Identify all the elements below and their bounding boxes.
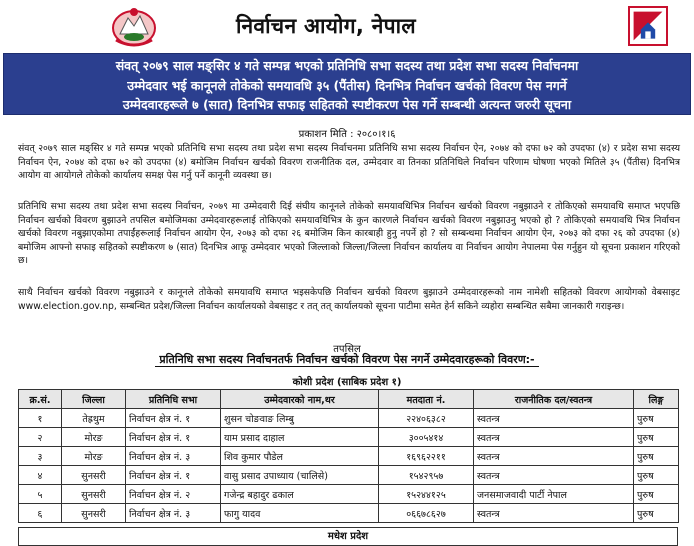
notice-title-banner — [3, 53, 691, 115]
cell-serial: ४ — [19, 466, 62, 485]
cell-voter-number: २२४०६३८२ — [379, 409, 474, 428]
organization-title: निर्वाचन आयोग, नेपाल — [236, 14, 416, 38]
cell-candidate-name: याम प्रसाद दाहाल — [221, 428, 379, 447]
cell-constituency: निर्वाचन क्षेत्र नं. ३ — [126, 447, 221, 466]
notice-title-line: उम्मेदवारहरूले ७ (सात) दिनभित्र सफाइ सहितको स्पष्टीकरण पेस गर्ने सम्बन्धी अत्यन्त जरुरी सूचना — [122, 97, 572, 112]
cell-voter-number: ३००५४१४ — [379, 428, 474, 447]
election-commission-logo-icon — [628, 6, 668, 46]
table-row — [19, 409, 679, 428]
cell-voter-number: १५२४४१२५ — [379, 485, 474, 504]
notice-title-line: उम्मेदवार भई कानूनले तोकेको समयावधि ३५ (पैंतीस) दिनभित्र निर्वाचन खर्चको विवरण पेस नगर्ने — [127, 78, 567, 93]
cell-gender: पुरुष — [634, 428, 679, 447]
cell-gender: पुरुष — [634, 447, 679, 466]
table-row — [19, 485, 679, 504]
nepal-emblem-icon — [110, 4, 158, 48]
cell-voter-number: १५४२९५७ — [379, 466, 474, 485]
column-header: उम्मेदवारको नाम,थर — [221, 390, 379, 409]
cell-district: तेह्रथुम — [62, 409, 126, 428]
page-header — [0, 0, 694, 52]
region-heading: कोशी प्रदेश (साबिक प्रदेश १) — [292, 377, 402, 388]
cell-gender: पुरुष — [634, 485, 679, 504]
table-row — [19, 428, 679, 447]
cell-serial: २ — [19, 428, 62, 447]
notice-paragraph: प्रतिनिधि सभा सदस्य तथा प्रदेश सभा सदस्य निर्वाचन, २०७९ मा उम्मेदवारी दिई संघीय कानूनले तोकेको समयावधिभित्र निर्वाचन खर्चको विवरण नबुझाउने र तोकिएको समयावधि समाप्त भएपछि निर्वाचन खर्चको विवरण बुझाउने तपसिल बमोजिमका उम्मेदवारहरूलाई तोकिएको समयावधिभित्र के कुन कारणले निर्वाचन खर्चको विवरण नबुझाउनु भएको हो ? तोकिएको समयावधि भित्र निर्वाचन खर्चको विवरण नबुझाएकोमा तपाईंहरूलाई निर्वाचन आयोग ऐन, २०७३ को दफा २६ बमोजिम किन कारबाही हुनु नपर्ने हो ? सो सम्बन्धमा निर्वाचन आयोग ऐन, २०७३ को दफा २६ को उपदफा (४) बमोजिम आफ्नो सफाइ सहितको स्पष्टीकरण ७ (सात) दिनभित्र आफू उम्मेदवार भएको जिल्लाको जिल्ला/जिल्ला निर्वाचन कार्यालय वा निर्वाचन आयोग नेपालमा पेस गर्नुहुन यो सूचना प्रकाशन गरिएको छ। — [18, 201, 680, 266]
cell-constituency: निर्वाचन क्षेत्र नं. ३ — [126, 504, 221, 523]
table-header-row — [19, 390, 679, 409]
column-header: मतदाता नं. — [379, 390, 474, 409]
table-row — [19, 466, 679, 485]
cell-constituency: निर्वाचन क्षेत्र नं. १ — [126, 466, 221, 485]
table-row — [19, 447, 679, 466]
cell-gender: पुरुष — [634, 466, 679, 485]
cell-district: सुनसरी — [62, 485, 126, 504]
cell-party: स्वतन्त्र — [474, 428, 634, 447]
cell-constituency: निर्वाचन क्षेत्र नं. २ — [126, 485, 221, 504]
column-header: प्रतिनिधि सभा — [126, 390, 221, 409]
cell-serial: १ — [19, 409, 62, 428]
cell-serial: ३ — [19, 447, 62, 466]
region-heading: मधेश प्रदेश — [18, 527, 678, 546]
cell-party: स्वतन्त्र — [474, 504, 634, 523]
table-title-text: प्रतिनिधि सभा सदस्य निर्वाचनतर्फ निर्वाचन खर्चको विवरण पेस नगर्ने उम्मेदवारहरूको विवरण:- — [155, 353, 538, 367]
table-row — [19, 504, 679, 523]
cell-candidate-name: गजेन्द्र बहादुर ढकाल — [221, 485, 379, 504]
cell-serial: ६ — [19, 504, 62, 523]
publish-date: प्रकाशन मिति : २०८०।१।६ — [298, 129, 396, 140]
notice-paragraph: संवत् २०७९ साल मङ्सिर ४ गते सम्पन्न भएको प्रतिनिधि सभा सदस्य तथा प्रदेश सभा सदस्य निर्वाचनमा प्रतिनिधि सभा सदस्य निर्वाचन ऐन, २०७४ को दफा ७२ को उपदफा (४) र प्रदेश सभा सदस्य निर्वाचन ऐन, २०७४ को दफा ७२ को उपदफा (४) बमोजिम निर्वाचन खर्चको विवरण राजनीतिक दल, उम्मेदवार वा तिनका प्रतिनिधिले निर्वाचन परिणाम घोषणा भएको मितिले ३५ (पैंतीस) दिनभित्र आयोग वा आयोगले तोकेको कार्यालय समक्ष पेस गर्नु पर्ने कानूनी व्यवस्था छ। — [18, 143, 680, 181]
cell-candidate-name: शुसन चोङवाङ लिम्बु — [221, 409, 379, 428]
column-header: राजनीतिक दल/स्वतन्त्र — [474, 390, 634, 409]
cell-voter-number: १६९६२२११ — [379, 447, 474, 466]
cell-district: सुनसरी — [62, 504, 126, 523]
cell-candidate-name: वासु प्रसाद उपाध्याय (चालिसे) — [221, 466, 379, 485]
cell-party: स्वतन्त्र — [474, 447, 634, 466]
cell-district: मोरङ — [62, 447, 126, 466]
cell-serial: ५ — [19, 485, 62, 504]
cell-gender: पुरुष — [634, 504, 679, 523]
cell-gender: पुरुष — [634, 409, 679, 428]
table-title — [0, 352, 694, 367]
cell-party: जनसमाजवादी पार्टी नेपाल — [474, 485, 634, 504]
column-header: जिल्ला — [62, 390, 126, 409]
notice-title-line: संवत् २०७९ साल मङ्सिर ४ गते सम्पन्न भएको प्रतिनिधि सभा सदस्य तथा प्रदेश सभा सदस्य निर्वाचनमा — [115, 58, 579, 73]
cell-constituency: निर्वाचन क्षेत्र नं. १ — [126, 428, 221, 447]
notice-paragraph: साथै निर्वाचन खर्चको विवरण नबुझाउने र कानूनले तोकेको समयावधि समाप्त भइसकेपछि निर्वाचन खर्चको विवरण बुझाउने उम्मेदवारहरूको नाम नामेशी सहितको विवरण आयोगको वेबसाइट www.election.gov.np, सम्बन्धित प्रदेश/जिल्ला निर्वाचन कार्यालयको वेबसाइट र तत् तत् कार्यालयको सूचना पाटीमा समेत हेर्न सकिने व्यहोरा सम्बन्धित सबैमा जानकारी गराइन्छ। — [18, 287, 680, 312]
cell-candidate-name: फागु यादव — [221, 504, 379, 523]
annex-label: तपसिल — [333, 344, 361, 355]
cell-party: स्वतन्त्र — [474, 466, 634, 485]
cell-constituency: निर्वाचन क्षेत्र नं. १ — [126, 409, 221, 428]
column-header: क्र.सं. — [19, 390, 62, 409]
cell-candidate-name: शिव कुमार पौडेल — [221, 447, 379, 466]
cell-district: मोरङ — [62, 428, 126, 447]
column-header: लिङ्ग — [634, 390, 679, 409]
cell-voter-number: ०६६७८६२७ — [379, 504, 474, 523]
candidate-table — [18, 389, 679, 523]
cell-district: सुनसरी — [62, 466, 126, 485]
cell-party: स्वतन्त्र — [474, 409, 634, 428]
